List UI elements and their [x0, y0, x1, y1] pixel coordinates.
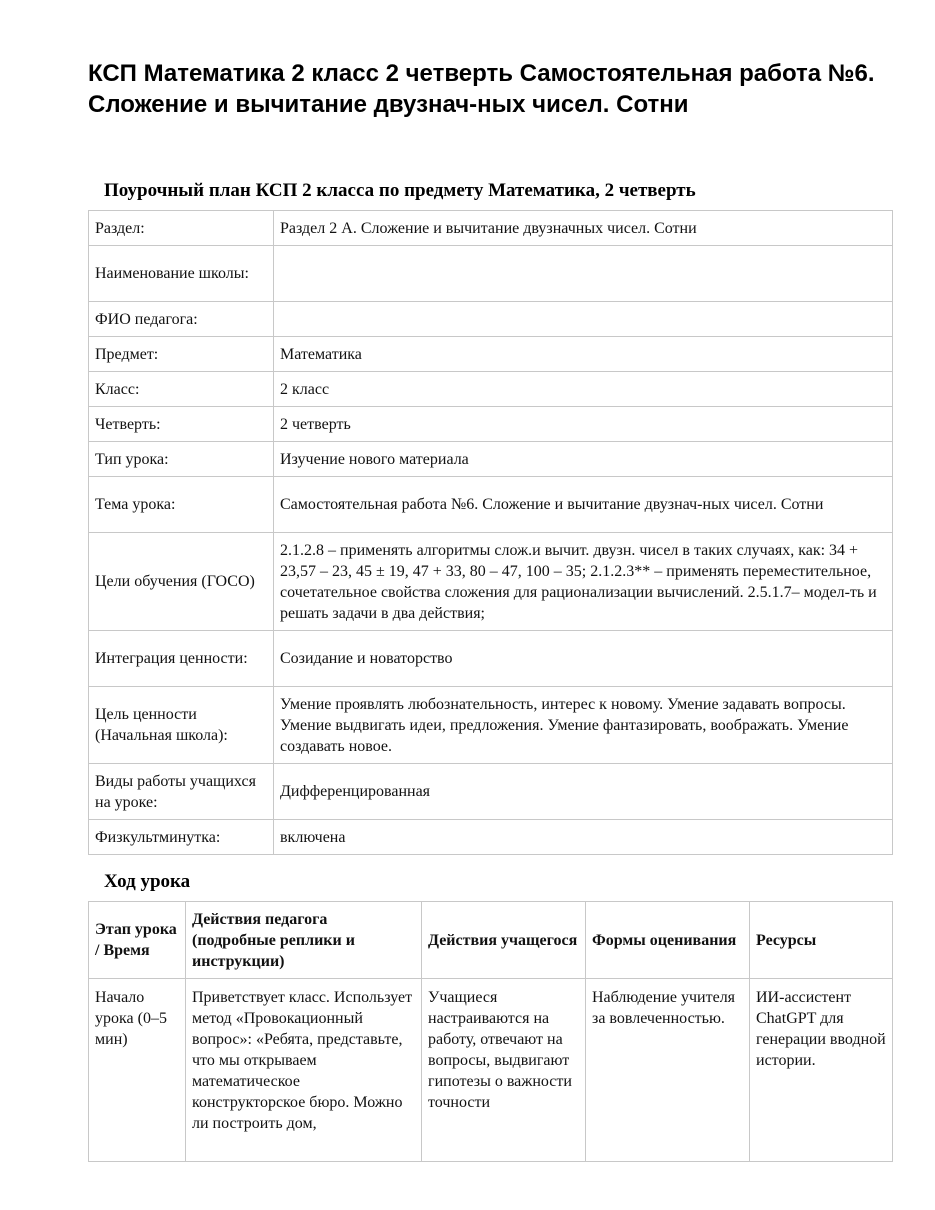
info-key: Интеграция ценности:	[89, 631, 274, 687]
info-value: Изучение нового материала	[274, 442, 893, 477]
info-row-topic	[89, 477, 893, 533]
info-row-teacher	[89, 302, 893, 337]
info-value	[274, 246, 893, 302]
info-row-school	[89, 246, 893, 302]
info-value: включена	[274, 820, 893, 855]
plan-heading: Поурочный план КСП 2 класса по предмету Математика, 2 четверть	[104, 180, 696, 201]
info-key: Цели обучения (ГОСО)	[89, 533, 274, 631]
info-row-subject	[89, 337, 893, 372]
info-key: Тема урока:	[89, 477, 274, 533]
info-row-physical-break	[89, 820, 893, 855]
info-value: Умение проявлять любознательность, интерес к новому. Умение задавать вопросы. Умение выдвигать идеи, предложения. Умение фантазировать, воображать. Умение создавать новое.	[274, 687, 893, 764]
info-value: Созидание и новаторство	[274, 631, 893, 687]
info-value: Раздел 2 А. Сложение и вычитание двузначных чисел. Сотни	[274, 211, 893, 246]
info-value: Дифференцированная	[274, 764, 893, 820]
info-row-work-types	[89, 764, 893, 820]
column-header-teacher-actions: Действия педагога (подробные реплики и инструкции)	[186, 902, 422, 979]
lesson-course-heading: Ход урока	[104, 871, 191, 892]
cell-teacher-actions: Приветствует класс. Использует метод «Провокационный вопрос»: «Ребята, представьте, что мы открываем математическое конструкторское бюро. Можно ли построить дом,	[186, 979, 422, 1162]
info-key: ФИО педагога:	[89, 302, 274, 337]
lesson-steps-table	[88, 901, 893, 1162]
info-key: Предмет:	[89, 337, 274, 372]
info-value: Самостоятельная работа №6. Сложение и вычитание двузнач-ных чисел. Сотни	[274, 477, 893, 533]
info-value: 2 четверть	[274, 407, 893, 442]
info-key: Раздел:	[89, 211, 274, 246]
info-row-value-goal	[89, 687, 893, 764]
cell-student-actions: Учащиеся настраиваются на работу, отвечают на вопросы, выдвигают гипотезы о важности точности	[422, 979, 586, 1162]
info-value: 2 класс	[274, 372, 893, 407]
cell-assessment: Наблюдение учителя за вовлеченностью.	[586, 979, 750, 1162]
info-key: Физкультминутка:	[89, 820, 274, 855]
info-value	[274, 302, 893, 337]
info-key: Цель ценности (Начальная школа):	[89, 687, 274, 764]
info-row-goals	[89, 533, 893, 631]
column-header-assessment: Формы оценивания	[586, 902, 750, 979]
column-header-stage: Этап урока / Время	[89, 902, 186, 979]
info-row-values	[89, 631, 893, 687]
info-row-section	[89, 211, 893, 246]
info-key: Класс:	[89, 372, 274, 407]
info-key: Тип урока:	[89, 442, 274, 477]
info-key: Наименование школы:	[89, 246, 274, 302]
info-key: Четверть:	[89, 407, 274, 442]
info-row-lesson-type	[89, 442, 893, 477]
info-key: Виды работы учащихся на уроке:	[89, 764, 274, 820]
cell-resources: ИИ-ассистент ChatGPT для генерации вводной истории.	[750, 979, 893, 1162]
info-row-grade	[89, 372, 893, 407]
info-value: 2.1.2.8 – применять алгоритмы слож.и вычит. двузн. чисел в таких случаях, как: 34 + 23,57 – 23, 45 ± 19, 47 + 33, 80 – 47, 100 – 35; 2.1.2.3** – применять переместительное, сочетательное свойства сложения для рационализации вычислений. 2.5.1.7– модел-ть и решать задачи в два действия;	[274, 533, 893, 631]
lesson-info-table	[88, 210, 893, 855]
document-title: КСП Математика 2 класс 2 четверть Самостоятельная работа №6. Сложение и вычитание двузнач-ных чисел. Сотни	[88, 60, 875, 118]
info-value: Математика	[274, 337, 893, 372]
info-row-quarter	[89, 407, 893, 442]
table-row	[89, 979, 893, 1162]
column-header-student-actions: Действия учащегося	[422, 902, 586, 979]
lesson-table-header	[89, 902, 893, 979]
column-header-resources: Ресурсы	[750, 902, 893, 979]
cell-stage: Начало урока (0–5 мин)	[89, 979, 186, 1162]
